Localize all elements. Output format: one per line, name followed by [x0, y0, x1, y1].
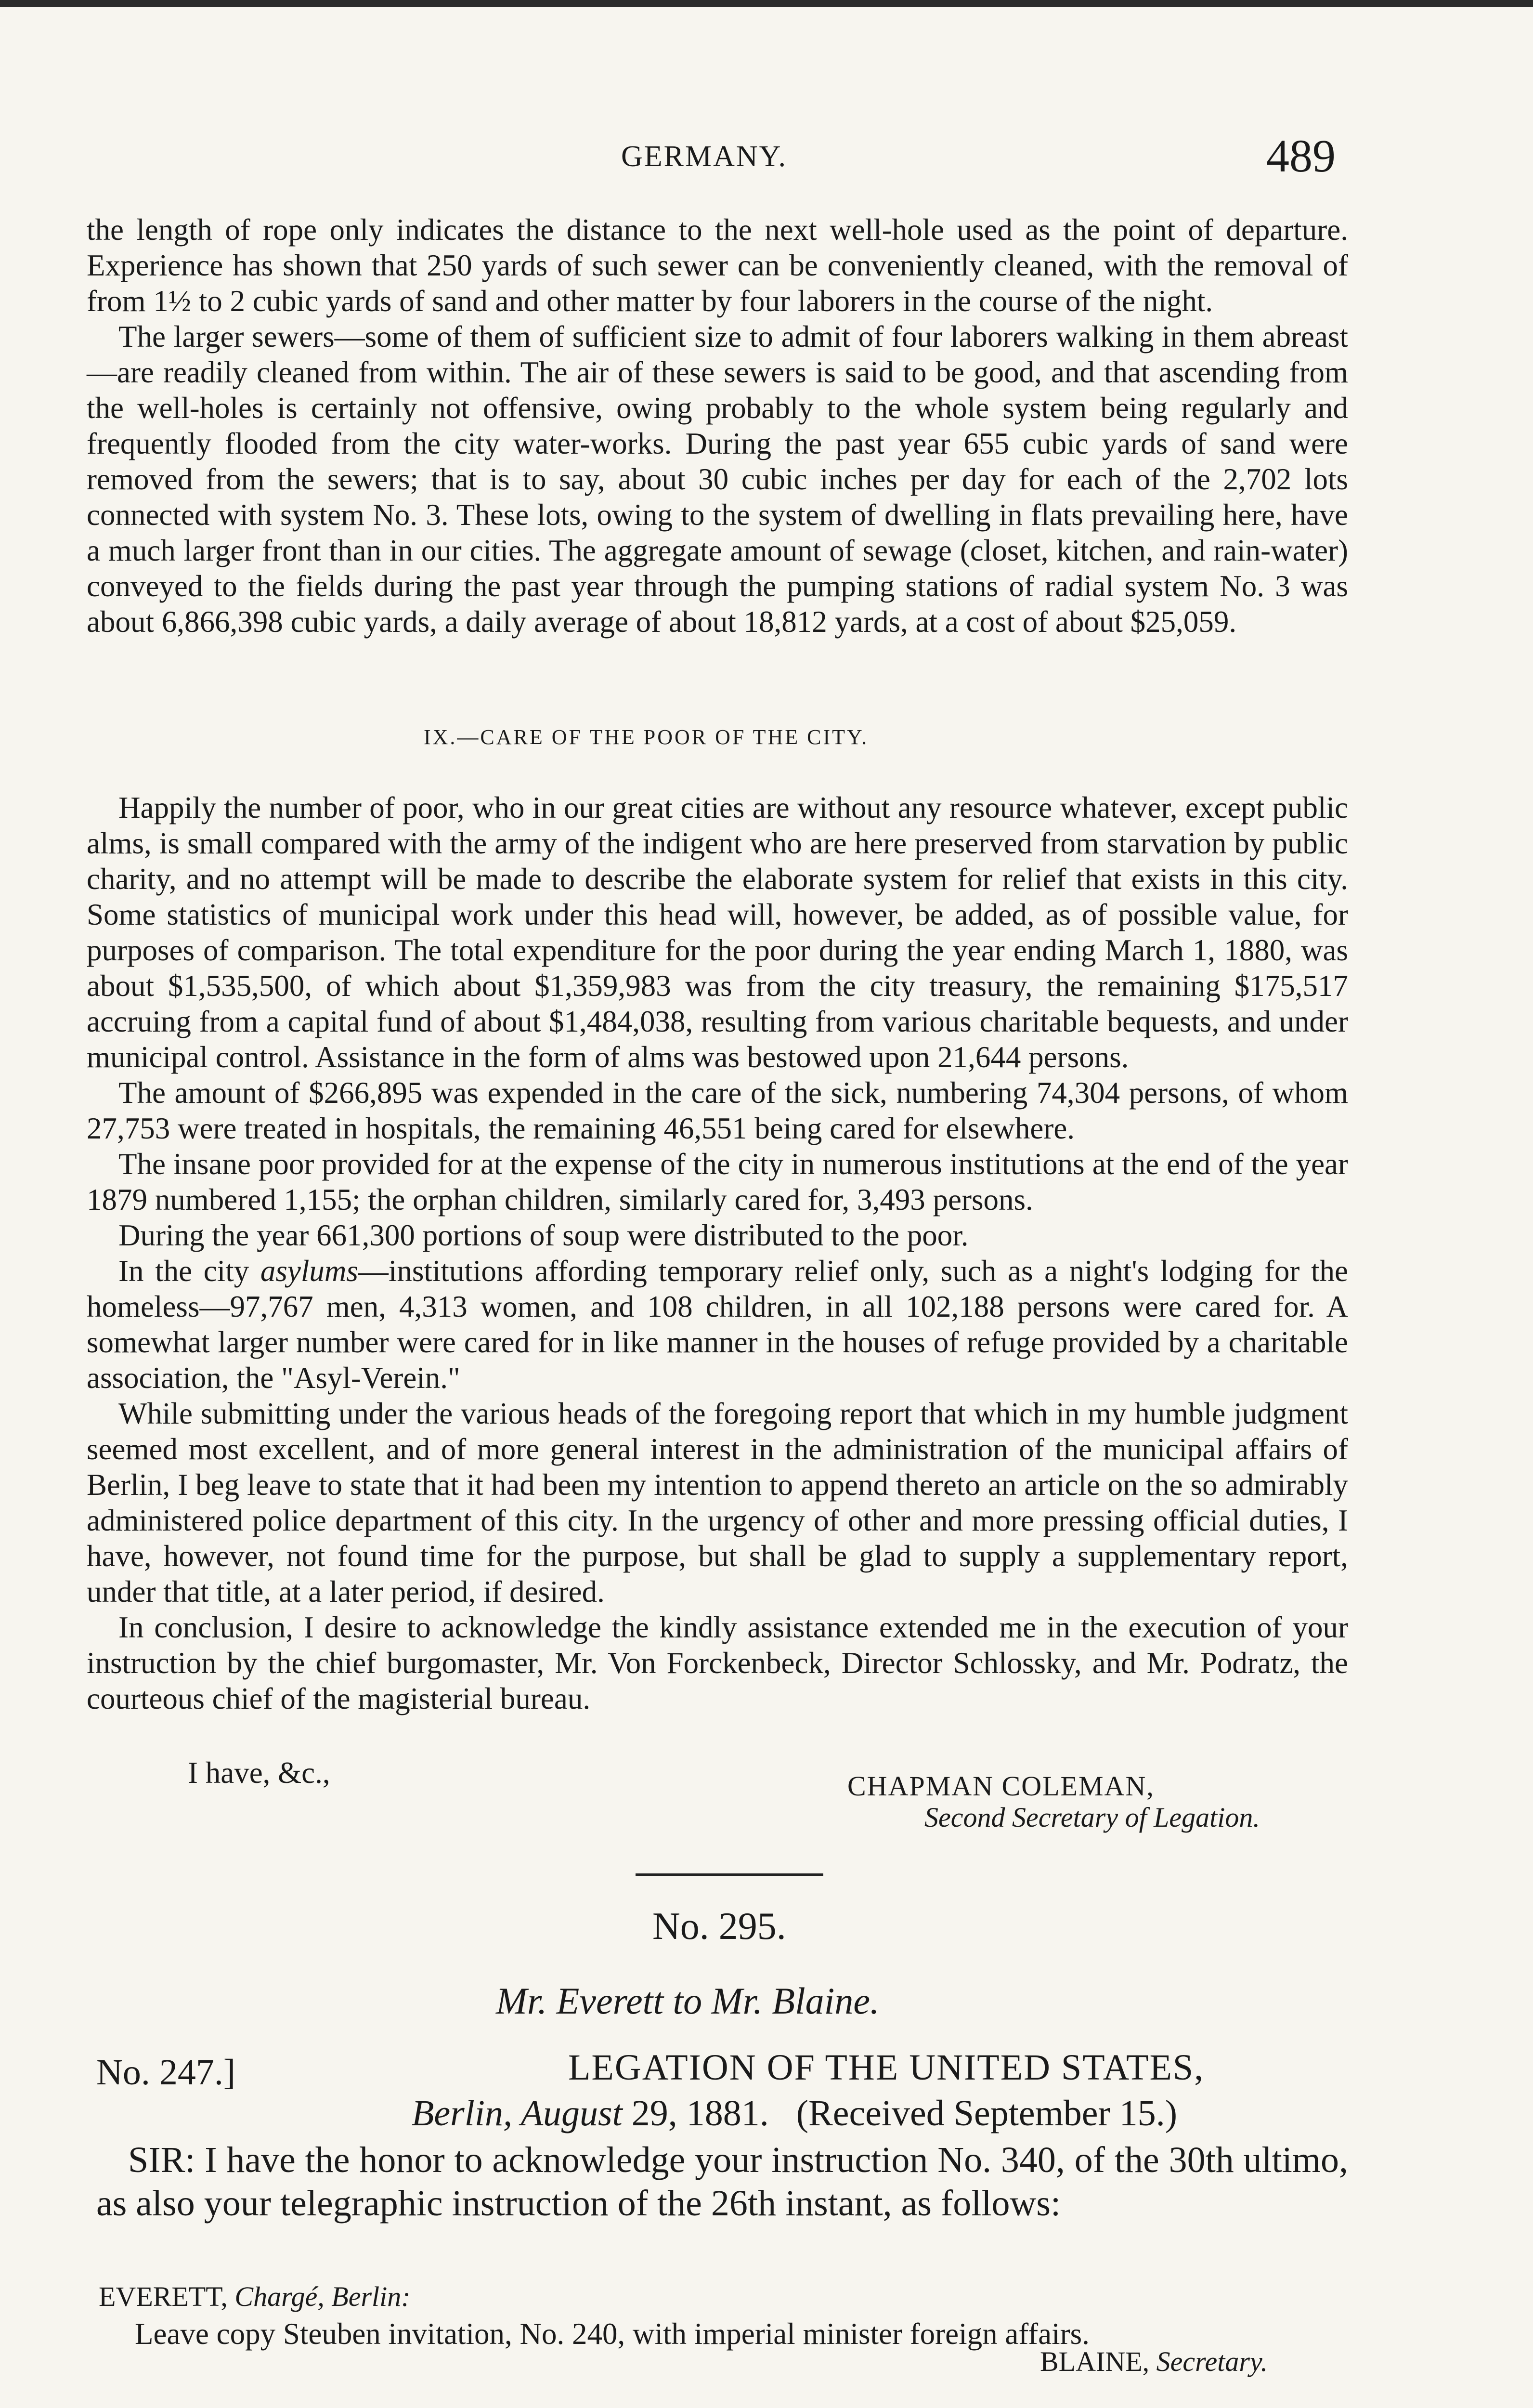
poor-paragraph-expenditure: Happily the number of poor, who in our great cities are without any resource whatever, except public alms, is small compared with the army of the indigent who are here preserved from starvation by public charity, and no attempt will be made to describe the elaborate system for relief that exists in this city. Some statistics of municipal work under this head will, however, be added, as of possible value, for purposes of comparison. The total expenditure for the poor during the year ending March 1, 1880, was about $1,535,500, of which about $1,359,983 was from the city treasury, the remaining $175,517 accruing from a capital fund of about $1,484,038, resulting from various charitable bequests, and under municipal control. Assistance in the form of alms was bestowed upon 21,644 persons. [87, 791, 1348, 1074]
letter-dateline [412, 2093, 1177, 2134]
asylum-text-after: —institutions affording temporary relief only, such as a night's lodging for the homeless—97,767 men, 4,313 women, and 108 children, in all 102,188 persons were cared for. A somewhat larger number were cared for in like manner in the houses of refuge provided by a charitable association, the "Asyl-Verein." [87, 1254, 1348, 1395]
poor-paragraph-insane-orphans: The insane poor provided for at the expense of the city in numerous institutions at the end of the year 1879 numbered 1,155; the orphan children, similarly cared for, 3,493 persons. [87, 1147, 1348, 1217]
closing-paragraph-police: While submitting under the various heads of the foregoing report that which in my humble judgment seemed most excellent, and of more general interest in the administration of the municipal affairs of Berlin, I beg leave to state that it had been my intention to append thereto an article on the so admirably administered police department of this city. In the urgency of other and more pressing official duties, I have, however, not found time for the purpose, but shall be glad to supply a supplementary report, under that title, at a later period, if desired. [87, 1397, 1348, 1609]
sewer-report-text [87, 212, 1348, 640]
asylum-text-italic: asylums [260, 1254, 358, 1288]
poor-paragraph-sick: The amount of $266,895 was expended in the care of the sick, numbering 74,304 persons, of whom 27,753 were treated in hospitals, the remaining 46,551 being cared for elsewhere. [87, 1076, 1348, 1145]
letter-body [96, 2138, 1348, 2225]
top-edge-rule [0, 0, 1533, 7]
telegram-address-rest: Chargé, Berlin: [227, 2281, 411, 2312]
sewer-paragraph-continued: the length of rope only indicates the distance to the next well-hole used as the point of departure. Experience has shown that 250 yards of such sewer can be conveniently cleaned, with the removal of from 1½ to 2 cubic yards of sand and other matter by four laborers in the course of the night. [87, 213, 1348, 318]
dateline-place: Berlin, August [412, 2093, 623, 2133]
letter-heading: Mr. Everett to Mr. Blaine. [496, 1980, 880, 2022]
telegram-address-name: EVERETT, [99, 2281, 228, 2312]
telegram-signature-title: Secretary. [1149, 2346, 1268, 2377]
telegram-address [99, 2280, 411, 2313]
telegram-signature [1040, 2345, 1268, 2378]
signature-name-coleman: CHAPMAN COLEMAN, [847, 1770, 1155, 1802]
letter-body-paragraph: SIR: I have the honor to acknowledge your instruction No. 340, of the 30th ultimo, as also your telegraphic instruction of the 26th instant, as follows: [96, 2140, 1348, 2224]
closing-paragraph-acknowledgment: In conclusion, I desire to acknowledge the kindly assistance extended me in the execution of your instruction by the chief burgomaster, Mr. Von Forckenbeck, Director Schlossky, and Mr. Podratz, the courteous chief of the magisterial bureau. [87, 1610, 1348, 1715]
asylum-text-before: In the city [118, 1254, 260, 1288]
poor-paragraph-asylums [87, 1253, 1348, 1396]
dateline-date: 29, 1881. [622, 2093, 769, 2133]
section-divider [636, 1873, 823, 1876]
legation-line: LEGATION OF THE UNITED STATES, [568, 2047, 1205, 2088]
closing-salutation: I have, &c., [188, 1756, 330, 1790]
telegram-signature-name: BLAINE, [1040, 2346, 1150, 2377]
poor-paragraph-soup: During the year 661,300 portions of soup were distributed to the poor. [118, 1218, 969, 1252]
dateline-received: (Received September 15.) [796, 2093, 1178, 2133]
running-header-title: GERMANY. [621, 140, 787, 173]
sewer-paragraph-larger-sewers: The larger sewers—some of them of sufficient size to admit of four laborers walking in them abreast—are readily cleaned from within. The air of these sewers is said to be good, and that ascending from the well-holes is certainly not offensive, owing probably to the whole system being regularly and frequently flooded from the city water-works. During the past year 655 cubic yards of sand were removed from the sewers; that is to say, about 30 cubic inches per day for each of the 2,702 lots connected with system No. 3. These lots, owing to the system of dwelling in flats prevailing here, have a much larger front than in our cities. The aggregate amount of sewage (closet, kitchen, and rain-water) conveyed to the fields during the past year through the pumping stations of radial system No. 3 was about 6,866,398 cubic yards, a daily average of about 18,812 yards, at a cost of about $25,059. [87, 320, 1348, 639]
telegram-text: Leave copy Steuben invitation, No. 240, with imperial minister foreign affairs. [135, 2317, 1090, 2351]
poor-care-text [87, 790, 1348, 1716]
section-heading-care-of-poor: IX.—CARE OF THE POOR OF THE CITY. [424, 725, 869, 749]
document-number: No. 295. [652, 1905, 786, 1948]
letter-reference-number: No. 247.] [96, 2052, 236, 2093]
signature-title-coleman: Second Secretary of Legation. [924, 1802, 1260, 1833]
page-number: 489 [1266, 130, 1336, 182]
